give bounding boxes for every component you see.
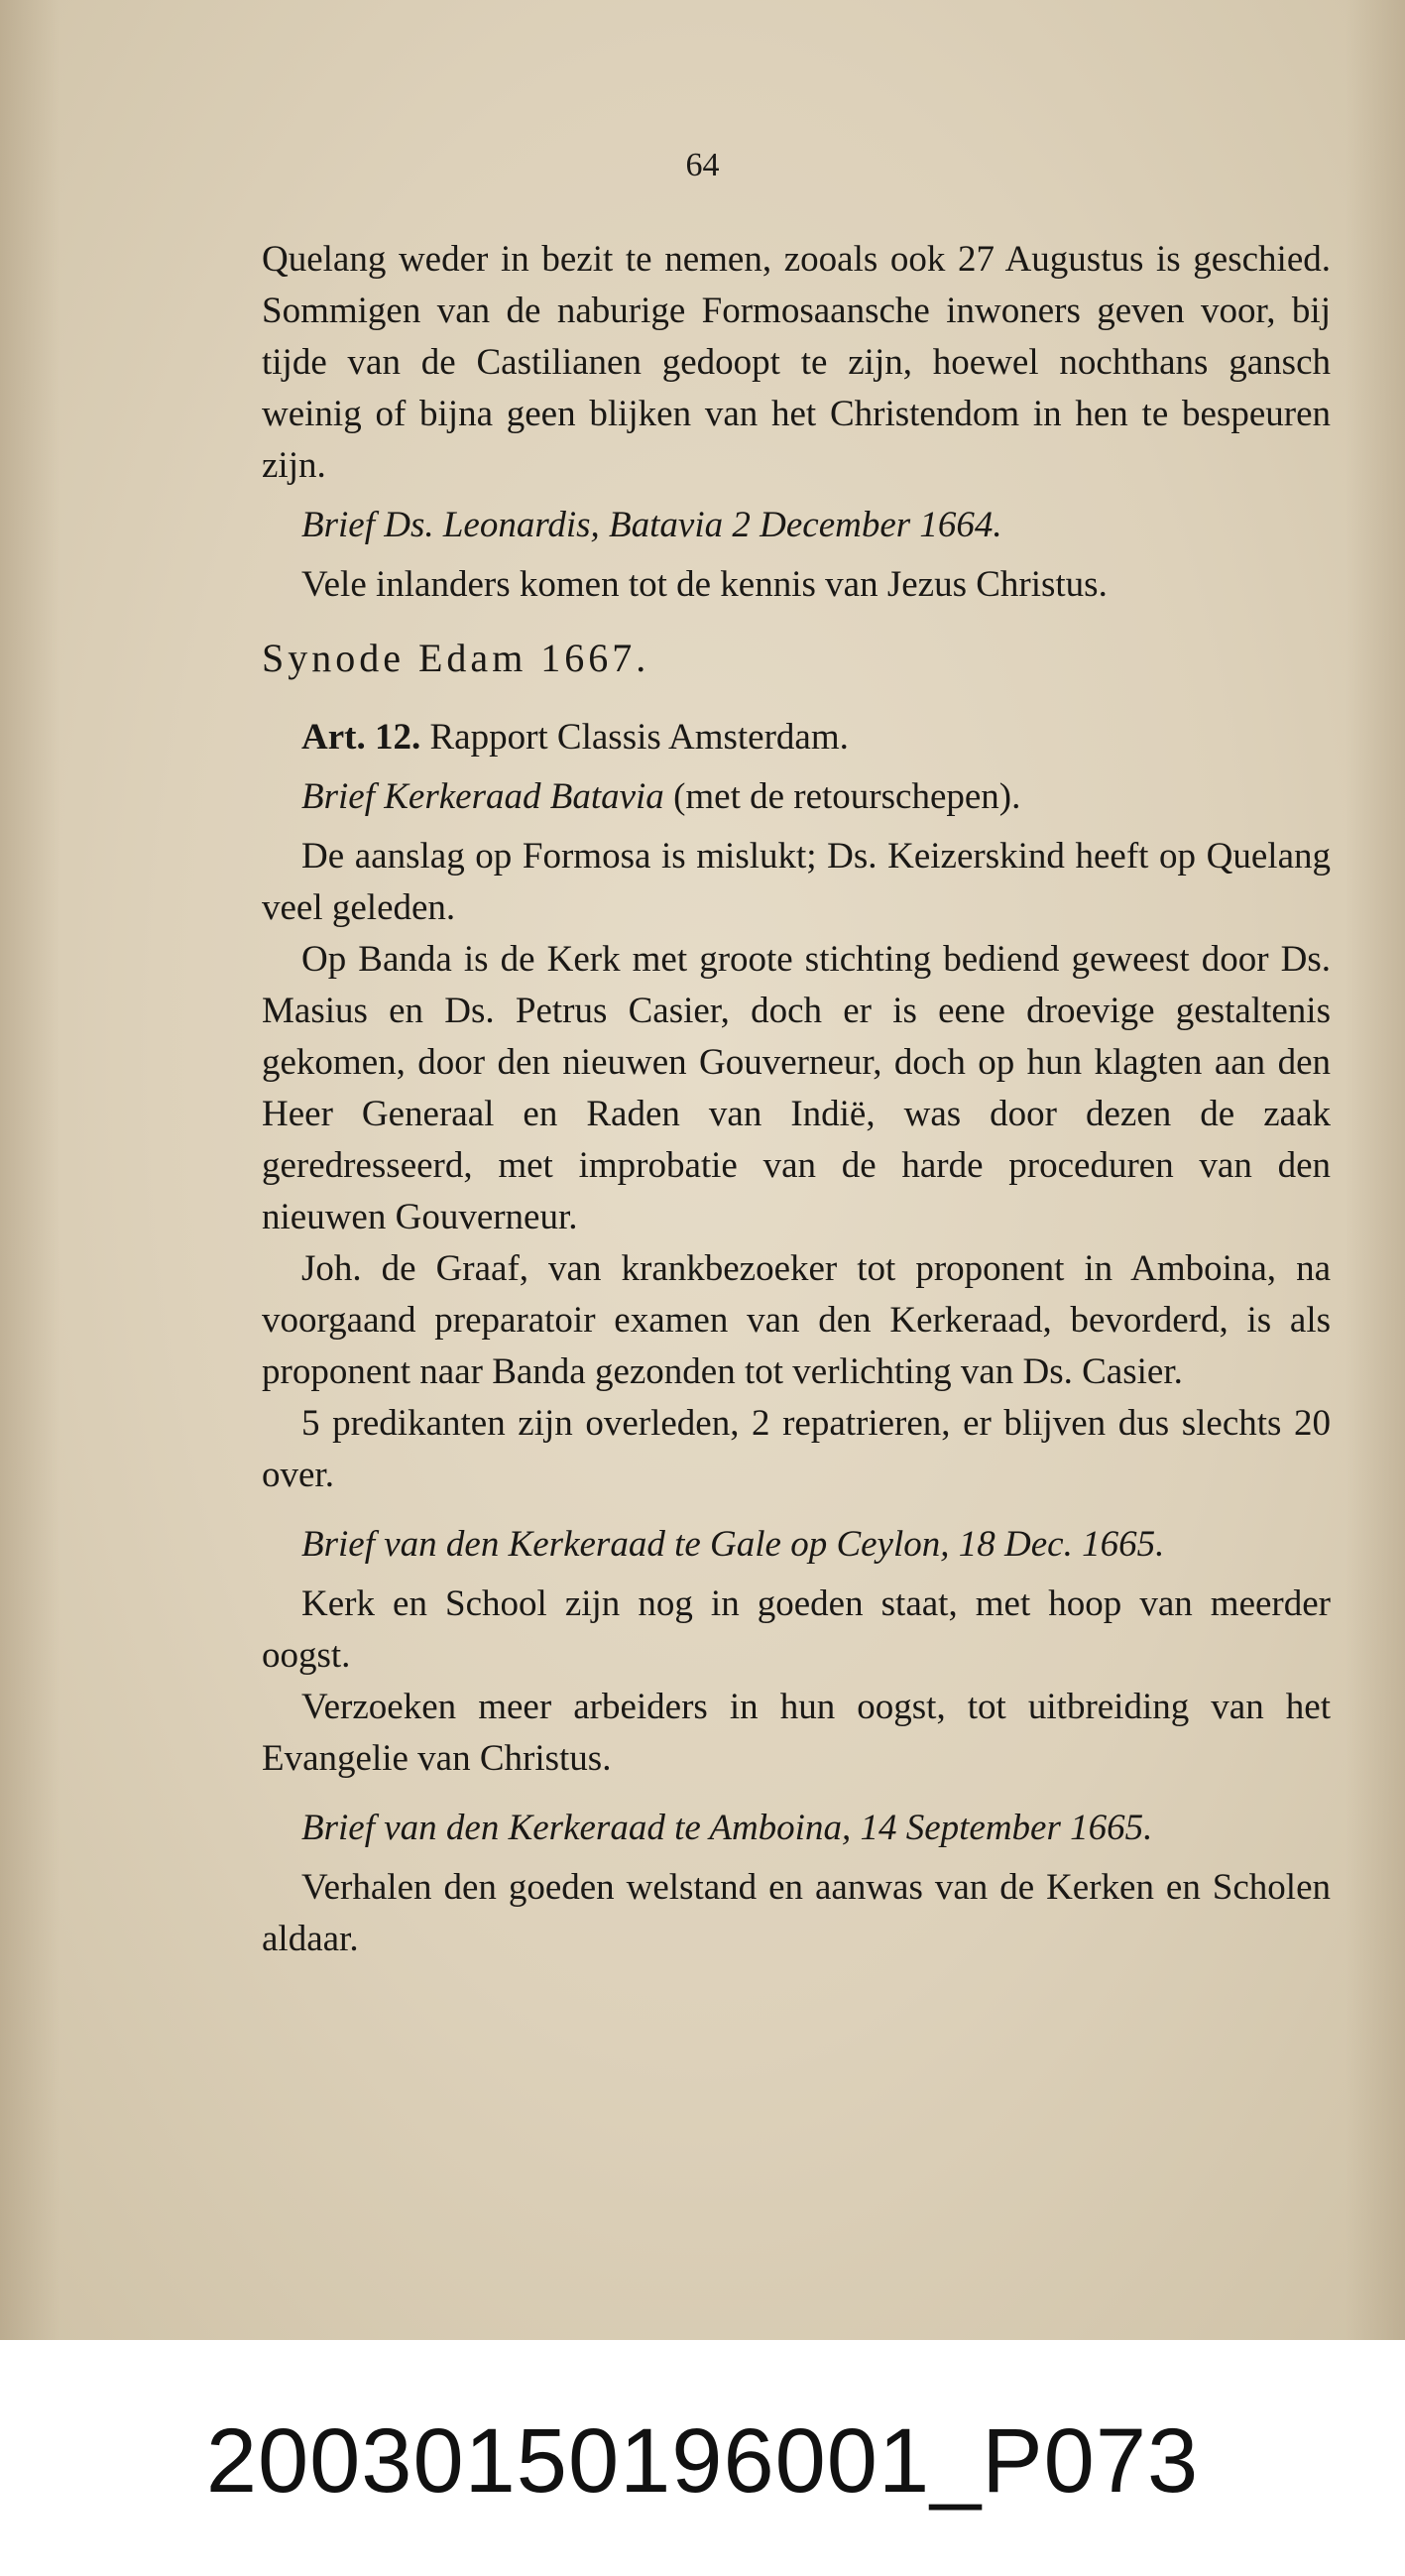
- paragraph-banda: Op Banda is de Kerk met groote stichting bediend geweest door Ds. Masius en Ds. Petrus Casier, doch er is eene droevige gestaltenis gekomen, door den nieuwen Gouverneur, doch op hun klagten aan den Heer Generaal en Raden van Indië, was door dezen de zaak geredresseerd, met improbatie van de harde proceduren van den nieuwen Gouverneur.: [262, 939, 1331, 1237]
- body-text: [262, 234, 1331, 1965]
- paragraph-quelang: Quelang weder in bezit te nemen, zooals ook 27 Augustus is geschied. Sommigen van de naburige Formosaansche inwoners geven voor, bij tijde van de Castilianen gedoopt te zijn, hoewel nochthans gansch weinig of bijna geen blijken van het Christendom in hen te bespeuren zijn.: [262, 239, 1331, 486]
- section-heading-synode: Synode Edam 1667.: [262, 636, 650, 680]
- letter-reference-gale: Brief van den Kerkeraad te Gale op Ceylon, 18 Dec. 1665.: [301, 1524, 1165, 1565]
- paragraph-verhalen: Verhalen den goeden welstand en aanwas van de Kerken en Scholen aldaar.: [262, 1867, 1331, 1959]
- letter-reference-leonardis: Brief Ds. Leonardis, Batavia 2 December 1664.: [301, 505, 1002, 545]
- letter-reference-batavia-note: (met de retourschepen).: [673, 776, 1021, 817]
- article-line: [262, 712, 1331, 763]
- article-number: Art. 12.: [301, 717, 421, 758]
- paragraph-verzoeken: Verzoeken meer arbeiders in hun oogst, tot uitbreiding van het Evangelie van Christus.: [262, 1687, 1331, 1779]
- page-number: 64: [685, 147, 720, 183]
- image-id-text: 20030150196001_P073: [205, 2410, 1200, 2512]
- paragraph-predikanten: 5 predikanten zijn overleden, 2 repatrieren, er blijven dus slechts 20 over.: [262, 1403, 1331, 1495]
- letter-reference-batavia: [262, 771, 1331, 823]
- article-title: Rapport Classis Amsterdam.: [429, 717, 849, 758]
- paragraph-formosa: De aanslag op Formosa is mislukt; Ds. Keizerskind heeft op Quelang veel geleden.: [262, 836, 1331, 928]
- paragraph-kerk-school: Kerk en School zijn nog in goeden staat, met hoop van meerder oogst.: [262, 1583, 1331, 1676]
- letter-reference-batavia-title: Brief Kerkeraad Batavia: [301, 776, 664, 817]
- paragraph-inlanders: Vele inlanders komen tot de kennis van Jezus Christus.: [301, 564, 1108, 605]
- letter-reference-amboina: Brief van den Kerkeraad te Amboina, 14 September 1665.: [301, 1808, 1153, 1848]
- paragraph-graaf: Joh. de Graaf, van krankbezoeker tot proponent in Amboina, na voorgaand preparatoir examen van den Kerkeraad, bevorderd, is als proponent naar Banda gezonden tot verlichting van Ds. Casier.: [262, 1248, 1331, 1392]
- image-id-caption: [0, 2340, 1405, 2576]
